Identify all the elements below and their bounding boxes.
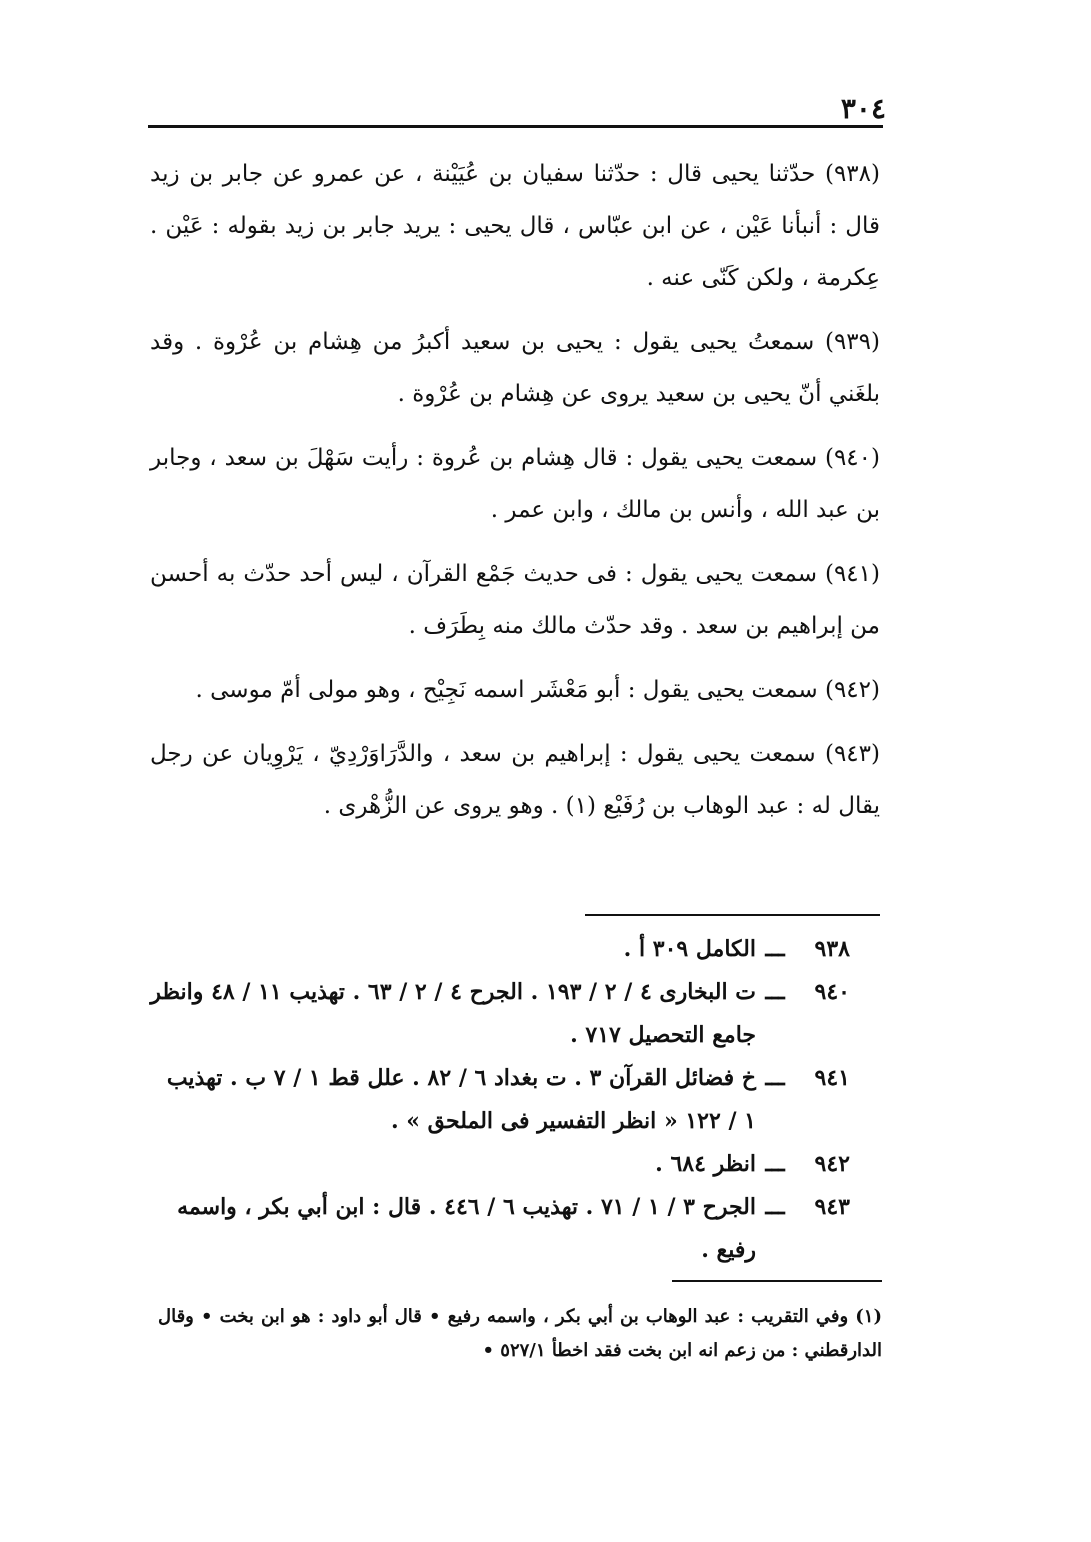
source-notes <box>150 928 850 1272</box>
header-rule <box>148 125 883 128</box>
note-number: ٩٤١ <box>814 1065 850 1091</box>
paragraph-943: (٩٤٣) سمعت يحيى يقول : إبراهيم بن سعد ، والدَّرَاوَرْدِيّ ، يَرْوِيان عن رجل يقال له : عبد الوهاب بن رُفَيْع (١) . وهو يروى عن الزُّهْرى . <box>150 741 880 819</box>
footnote: (١) وفي التقريب : عبد الوهاب بن أبي بكر ، واسمه رفيع • قال أبو داود : هو ابن بخت • وقال الدارقطني : من زعم انه ابن بخت فقد اخطأ ٥٢٧/١ • <box>158 1306 882 1361</box>
note-dash: ـــ <box>765 979 785 1005</box>
note-dash: ـــ <box>765 1194 785 1220</box>
note-text: الجرح ٣ / ١ / ٧١ . تهذيب ٦ / ٤٤٦ . قال : ابن أبي بكر ، واسمه رفيع . <box>177 1194 756 1263</box>
note-dash: ـــ <box>765 1151 785 1177</box>
note-text: انظر ٦٨٤ . <box>655 1151 756 1177</box>
note-text: الكامل ٣٠٩ أ . <box>623 936 756 962</box>
paragraph-940: (٩٤٠) سمعت يحيى يقول : قال هِشام بن عُروة : رأيت سَهْلَ بن سعد ، وجابر بن عبد الله ، وأنس بن مالك ، وابن عمر . <box>150 445 880 523</box>
main-text <box>150 148 880 844</box>
page-number: ٣٠٤ <box>840 92 886 125</box>
note-943 <box>150 1186 850 1272</box>
note-942 <box>150 1143 850 1186</box>
paragraph-938: (٩٣٨) حدّثنا يحيى قال : حدّثنا سفيان بن عُيَيْنة ، عن عمرو عن جابر بن زيد قال : أنبأنا عَيْن ، عن ابن عبّاس ، قال يحيى : يريد جابر بن زيد بقوله : عَيْن . عِكرمة ، ولكن كَنّى عنه . <box>150 161 880 291</box>
paragraph-942: (٩٤٢) سمعت يحيى يقول : أبو مَعْشَر اسمه نَجِيْح ، وهو مولى أمّ موسى . <box>195 677 880 703</box>
note-number: ٩٤٣ <box>814 1194 850 1220</box>
note-938 <box>150 928 850 971</box>
note-number: ٩٤٢ <box>814 1151 850 1177</box>
note-940 <box>150 971 850 1057</box>
footnote-rule <box>672 1280 882 1282</box>
note-941 <box>150 1057 850 1143</box>
notes-rule <box>585 914 880 916</box>
note-number: ٩٤٠ <box>814 979 850 1005</box>
note-dash: ـــ <box>765 936 785 962</box>
note-text: ت البخارى ٤ / ٢ / ١٩٣ . الجرح ٤ / ٢ / ٦٣ . تهذيب ١١ / ٤٨ وانظر جامع التحصيل ٧١٧ . <box>150 979 756 1048</box>
paragraph-941: (٩٤١) سمعت يحيى يقول : فى حديث جَمْع القرآن ، ليس أحد حدّث به أحسن من إبراهيم بن سعد . وقد حدّث مالك منه بِطَرَف . <box>150 561 880 639</box>
note-number: ٩٣٨ <box>814 936 850 962</box>
note-text: خ فضائل القرآن ٣ . ت بغداد ٦ / ٨٢ . علل قط ١ / ٧ ب . تهذيب ١ / ١٢٢ « انظر التفسير فى الملحق » . <box>166 1065 756 1134</box>
paragraph-939: (٩٣٩) سمعتُ يحيى يقول : يحيى بن سعيد أكبرُ من هِشام بن عُرْوة . وقد بلغَني أنّ يحيى بن سعيد يروى عن هِشام بن عُرْوة . <box>150 329 880 407</box>
note-dash: ـــ <box>765 1065 785 1091</box>
